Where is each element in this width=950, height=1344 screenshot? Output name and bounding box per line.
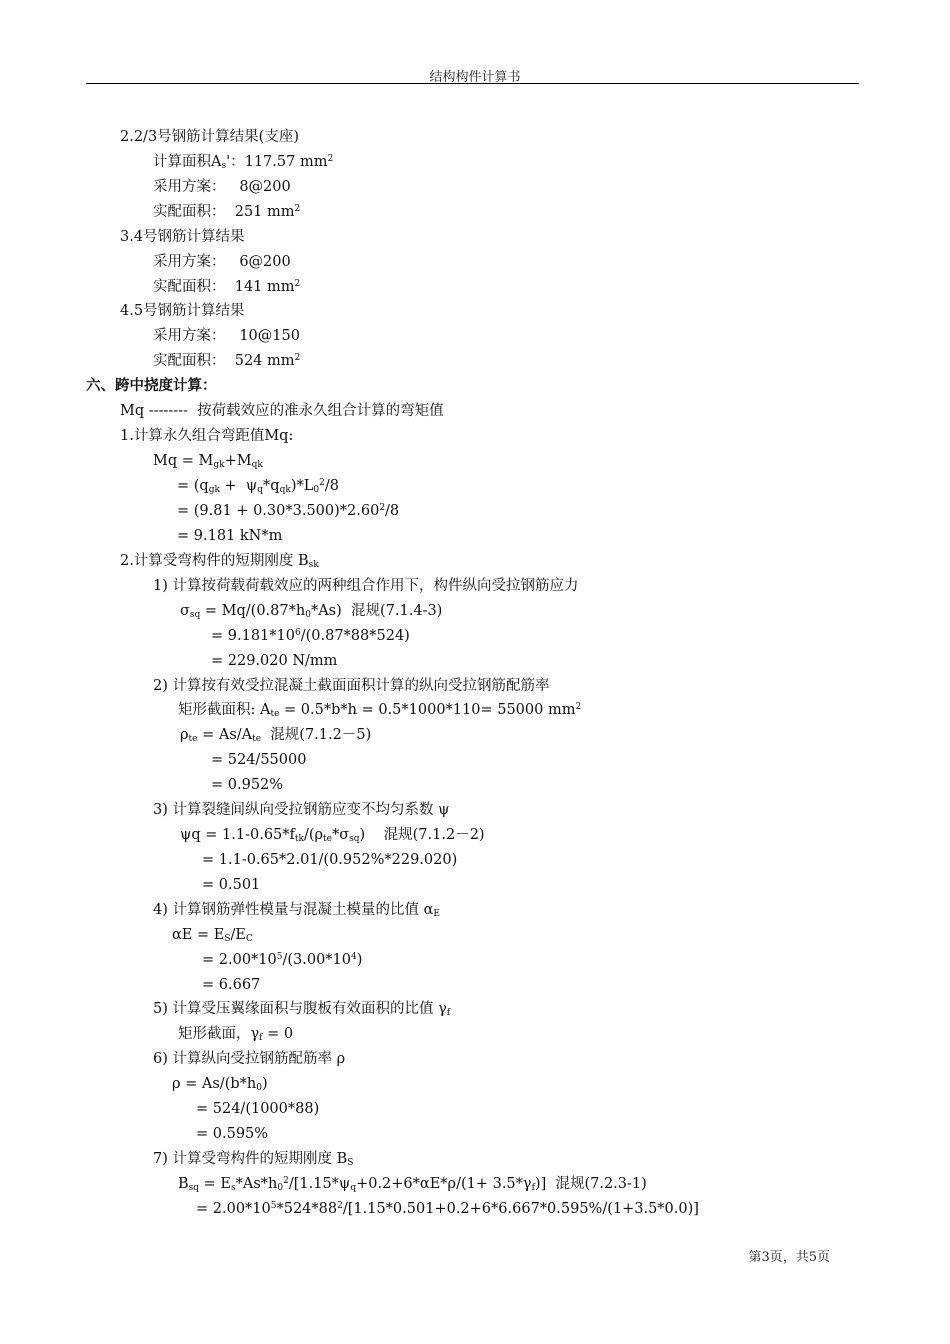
part7-line1: $B_{sq} = E_s*As*h_0^2/[1.15*\psi_q+0.2+6*\alpha E*\rho/(1+ 3.5*\gamma_f)]$ 混规(7.2.3-1) <box>178 1176 647 1193</box>
page-header-title: 结构构件计算书 <box>429 70 521 85</box>
part6-line1: $\rho = As/(b*h_0)$ <box>172 1076 268 1093</box>
step2-title: 2.计算受弯构件的短期刚度 $B_{sk}$ <box>120 553 319 570</box>
mq-definition: Mq -------- 按荷载效应的准永久组合计算的弯矩值 <box>120 403 444 419</box>
step1-title: 1.计算永久组合弯距值Mq: <box>120 428 294 444</box>
part1-line1: $\sigma_{sq} = Mq/(0.87*h_0*As)$ 混规(7.1.4-3) <box>180 603 443 620</box>
part2-line2: $\rho_{te} = As/A_{te}$ 混规(7.1.2－5) <box>180 727 372 744</box>
part4-line1: $\alpha E = E_S/E_C$ <box>172 927 253 944</box>
part1-line2: = $9.181*10^6/(0.87*88*524)$ <box>211 628 410 644</box>
part6-title: 6) 计算纵向受拉钢筋配筋率 ρ <box>153 1051 346 1067</box>
part3-line1: $\psi q = 1.1-0.65*f_{tk}/(\rho_{te}*\sigma_{sq})$ 混规(7.1.2－2) <box>180 827 485 844</box>
part6-line2: = 524/(1000*88) <box>196 1101 320 1117</box>
part5-line1: 矩形截面，$\gamma_f = 0$ <box>178 1026 294 1043</box>
step1-line1: $Mq = M_{gk}+M_{qk}$ <box>153 453 263 470</box>
part3-title: 3) 计算裂缝间纵向受拉钢筋应变不均匀系数 ψ <box>153 802 450 818</box>
rebar2-actual: 实配面积： 251 $mm^2$ <box>153 204 301 220</box>
part5-title: 5) 计算受压翼缘面积与腹板有效面积的比值 $\gamma_f$ <box>153 1001 451 1018</box>
rebar2-area: 计算面积$A_s'$：117.57 $mm^2$ <box>153 154 334 171</box>
rebar3-actual: 实配面积： 141 $mm^2$ <box>153 279 301 295</box>
part7-title: 7) 计算受弯构件的短期刚度 $B_S$ <box>153 1151 354 1168</box>
part1-line3: = 229.020 N/mm <box>211 653 338 669</box>
step1-line3: = $(9.81 + 0.30*3.500)*2.60^2/8$ <box>177 503 400 519</box>
chapter6-heading: 六、跨中挠度计算： <box>86 378 217 394</box>
header-rule <box>86 83 859 84</box>
part1-title: 1) 计算按荷载荷载效应的两种组合作用下，构件纵向受拉钢筋应力 <box>153 578 579 594</box>
rebar2-scheme: 采用方案： 8@200 <box>153 179 291 195</box>
step1-line2: = $(q_{gk} + \psi_q*q_{qk})*L_0^2/8$ <box>177 478 339 495</box>
part2-line1: 矩形截面积: $A_{te} = 0.5*b*h = 0.5*1000*110= 55000$ $mm^2$ <box>178 702 582 719</box>
part2-title: 2) 计算按有效受拉混凝土截面面积计算的纵向受拉钢筋配筋率 <box>153 678 550 694</box>
part6-line3: = 0.595% <box>196 1126 269 1142</box>
part7-line2: = $2.00*10^5*524*88^2/[1.15*0.501+0.2+6*6.667*0.595\%/(1+3.5*0.0)]$ <box>196 1201 699 1217</box>
part2-line3: = 524/55000 <box>211 752 307 768</box>
page-number-footer: 第3页，共5页 <box>748 1250 830 1265</box>
part2-line4: = 0.952% <box>211 777 284 793</box>
rebar4-scheme: 采用方案： 10@150 <box>153 328 300 344</box>
rebar4-actual: 实配面积： 524 $mm^2$ <box>153 353 301 369</box>
part4-line2: = $2.00*10^5/(3.00*10^4)$ <box>202 952 363 968</box>
part3-line2: = 1.1-0.65*2.01/(0.952%*229.020) <box>202 852 458 868</box>
step1-line4: = 9.181 kN*m <box>177 528 283 544</box>
part4-title: 4) 计算钢筋弹性模量与混凝土模量的比值 $\alpha_E$ <box>153 902 440 919</box>
part4-line3: = 6.667 <box>202 977 261 993</box>
rebar2-title: 2.2/3号钢筋计算结果(支座) <box>120 129 299 145</box>
rebar3-scheme: 采用方案： 6@200 <box>153 254 291 270</box>
part3-line3: = 0.501 <box>202 877 261 893</box>
rebar4-title: 4.5号钢筋计算结果 <box>120 303 245 319</box>
rebar3-title: 3.4号钢筋计算结果 <box>120 229 245 245</box>
